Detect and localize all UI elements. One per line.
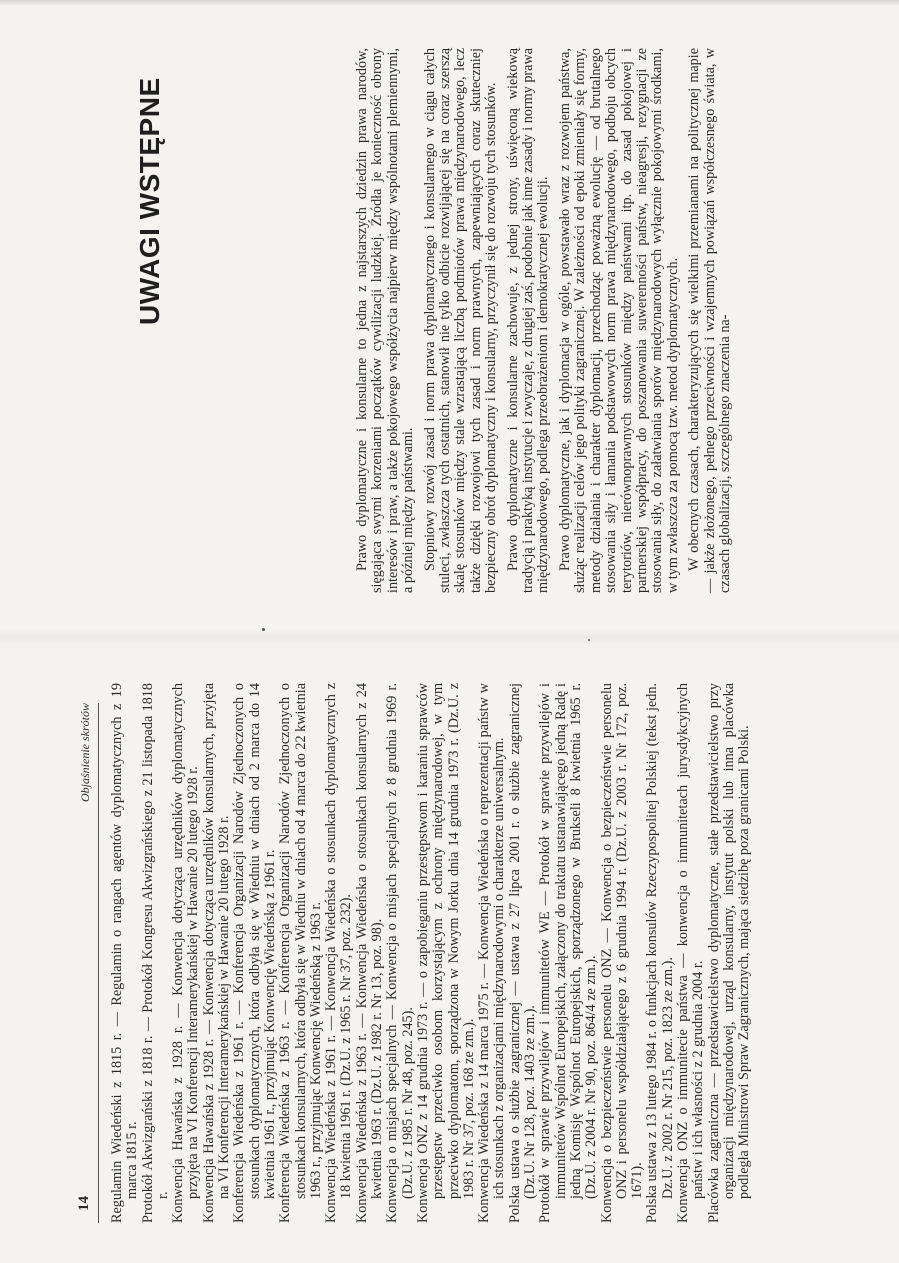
abbreviation-entry: Konwencja o bezpieczeństwie personelu ONZ — Konwencja o bezpieczeństwie personelu ONZ i personelu współdziałającego z 6 grudnia 1994 r. (Dz.U. z 2003 r. Nr 172, poz. 1671). <box>598 683 646 1223</box>
abbreviation-entry: Konwencja ONZ z 14 grudnia 1973 r. — o zapobieganiu przestępstwom i karaniu sprawców przestępstw przeciwko osobom korzystającym z ochrony międzynarodowej, w tym przeciwko dyplomatom, sporządzona w Nowym Jorku dnia 14 grudnia 1973 r. (Dz.U. z 1983 r. Nr 37, poz. 168 ze zm.). <box>414 683 477 1223</box>
abbreviation-entry: Konwencja Wiedeńska z 14 marca 1975 r. — Konwencja Wiedeńska o reprezentacji państw w ich stosunkach z organizacjami międzynarodowymi o charakterze uniwersalnym. <box>476 683 508 1223</box>
abbreviation-entry: Konwencja o misjach specjalnych — Konwencja o misjach specjalnych z 8 grudnia 1969 r. (Dz.U. z 1985 r. Nr 48, poz. 245). <box>384 683 416 1223</box>
scan-edge-shadow <box>0 0 899 6</box>
scan-speck <box>588 639 590 641</box>
right-page <box>0 0 899 631</box>
page-gutter <box>0 629 899 645</box>
abbreviation-entry: Protokół Akwizgrański z 1818 r. — Protokół Kongresu Akwizgrańskiego z 21 listopada 1818 r. <box>139 683 171 1223</box>
abbreviation-entry: Konwencja Hawańska z 1928 r. — Konwencja dotycząca urzędników konsularnych, przyjęta na VI Konferencji Interamerykańskiej w Hawanie 20 lutego 1928 r. <box>200 683 233 1223</box>
abbreviation-entry: Konferencja Wiedeńska z 1961 r. — Konferencja Organizacji Narodów Zjednoczonych o stosunkach dyplomatycznych, która odbyła się w Wiedniu w dniach od 2 marca do 14 kwietnia 1961 r., przyjmując Konwencję Wiedeńską z 1961 r. <box>231 683 278 1223</box>
running-head: Objaśnienie skrótów <box>78 703 92 802</box>
abbreviation-entry: Polska ustawa z 13 lutego 1984 r. o funkcjach konsulów Rzeczypospolitej Polskiej (tekst jedn. Dz.U. z 2002 r. Nr 215, poz. 1823 ze zm.). <box>644 683 676 1223</box>
abbreviation-entry: Konwencja Wiedeńska z 1963 r. — Konwencja Wiedeńska o stosunkach konsularnych z 24 kwietnia 1963 r. (Dz.U. z 1982 r. Nr 13, poz. 98). <box>353 683 386 1223</box>
body-paragraph: Prawo dyplomatyczne, jak i dyplomacja w ogóle, powstawało wraz z rozwojem państwa, służąc realizacji celów jego polityki zagranicznej. W zależności od epoki zmieniały się formy, metody działania i charakter dyplomacji, przechodząc poważną ewolucję — od brutalnego stosowania siły i łamania podstawowych norm prawa międzynarodowego, podboju obcych terytoriów, nierównoprawnych stosunków między państwami itp. do zasad pokojowej i partnerskiej współpracy, do poszanowania suwerenności państw, nieagresji, rezygnacji ze stosowania siły, do załatwiania sporów międzynarodowych wyłącznie pokojowymi środkami, w tym zwłaszcza za pomocą tzw. metod dyplomatycznych. <box>556 48 681 593</box>
body-paragraph: Stopniowy rozwój zasad i norm prawa dyplomatycznego i konsularnego w ciągu całych stuleci, zwłaszcza tych ostatnich, stanowił nie tylko odbicie rozwijającej się na coraz szerszą skalę stosunków między stale wzrastającą liczbą podmiotów prawa międzynarodowego, lecz także dzięki rozwojowi tych zasad i norm prawnych, zapewniających coraz skuteczniej bezpieczny obrót dyplomatyczny i konsularny, przyczynił się do rozwoju tych stosunków. <box>421 48 500 593</box>
page-number: 14 <box>76 1196 92 1211</box>
scan-speck <box>262 628 265 631</box>
abbreviation-entry: Regulamin Wiedeński z 1815 r. — Regulamin o rangach agentów dyplomatycznych z 19 marca 1815 r. <box>109 683 141 1223</box>
body-paragraph: Prawo dyplomatyczne i konsularne zachowuje, z jednej strony, uświęconą wiekową tradycją i praktyką instytucje i zwyczaje, z drugiej zaś, podobnie jak inne zasady i normy prawa międzynarodowego, podlega przeobrażeniom i demokratycznej ewolucji. <box>504 48 552 593</box>
abbreviation-entry: Konwencja Hawańska z 1928 r. — Konwencja dotycząca urzędników dyplomatycznych przyjęta na VI Konferencji Interamerykańskiej w Hawanie 20 lutego 1928 r. <box>170 683 202 1223</box>
abbreviation-entry: Konferencja Wiedeńska z 1963 r. — Konferencja Organizacji Narodów Zjednoczonych o stosunkach konsularnych, która odbyła się w Wiedniu w dniach od 4 marca do 22 kwietnia 1963 r., przyjmując Konwencję Wiedeńską z 1963 r. <box>277 683 324 1223</box>
abbreviation-list <box>110 683 752 1223</box>
abbreviation-entry: Placówka zagraniczna — przedstawicielstwo dyplomatyczne, stałe przedstawicielstwo przy organizacji międzynarodowej, urząd konsularny, instytut polski lub inna placówka podległa Ministrowi Spraw Zagranicznych, mająca siedzibę poza granicami Polski. <box>705 683 753 1223</box>
body-paragraph: W obecnych czasach, charakteryzujących się wielkimi przemianami na politycznej mapie — jakże złożonego, pełnego przeciwności i wzajemnych powiązań współczesnego świata, w czasach globalizacji, szczególnego znaczenia na- <box>686 48 733 593</box>
page-header <box>76 703 99 1223</box>
left-page <box>0 643 899 1263</box>
abbreviation-entry: Protokół w sprawie przywilejów i immunitetów WE — Protokół w sprawie przywilejów i immunitetów Wspólnot Europejskich, załączony do traktatu ustanawiającego jedną Radę i jedną Komisję Wspólnot Europejskich, sporządzonego w Brukseli 8 kwietnia 1965 r. (Dz.U. z 2004 r. Nr 90, poz. 864/4 ze zm.). <box>537 683 600 1223</box>
chapter-body <box>355 48 739 593</box>
abbreviation-entry: Konwencja ONZ o immunitecie państwa — konwencja o immunitetach jurysdykcyjnych państw i ich własności z 2 grudnia 2004 r. <box>674 683 707 1223</box>
chapter-title: UWAGI WSTĘPNE <box>134 77 165 325</box>
abbreviation-entry: Polska ustawa o służbie zagranicznej — ustawa z 27 lipca 2001 r. o służbie zagranicznej (Dz.U. Nr 128, poz. 1403 ze zm.). <box>506 683 539 1223</box>
abbreviation-entry: Konwencja Wiedeńska z 1961 r. — Konwencja Wiedeńska o stosunkach dyplomatycznych z 18 kwietnia 1961 r. (Dz.U. z 1965 r. Nr 37, poz. 232). <box>323 683 355 1223</box>
body-paragraph: Prawo dyplomatyczne i konsularne to jedna z najstarszych dziedzin prawa narodów, sięgająca swymi korzeniami początków cywilizacji ludzkiej. Źródła je konieczność obrony interesów i praw, a także pokojowego współżycia najpierw między wspólnotami plemiennymi, a później między państwami. <box>354 48 417 593</box>
